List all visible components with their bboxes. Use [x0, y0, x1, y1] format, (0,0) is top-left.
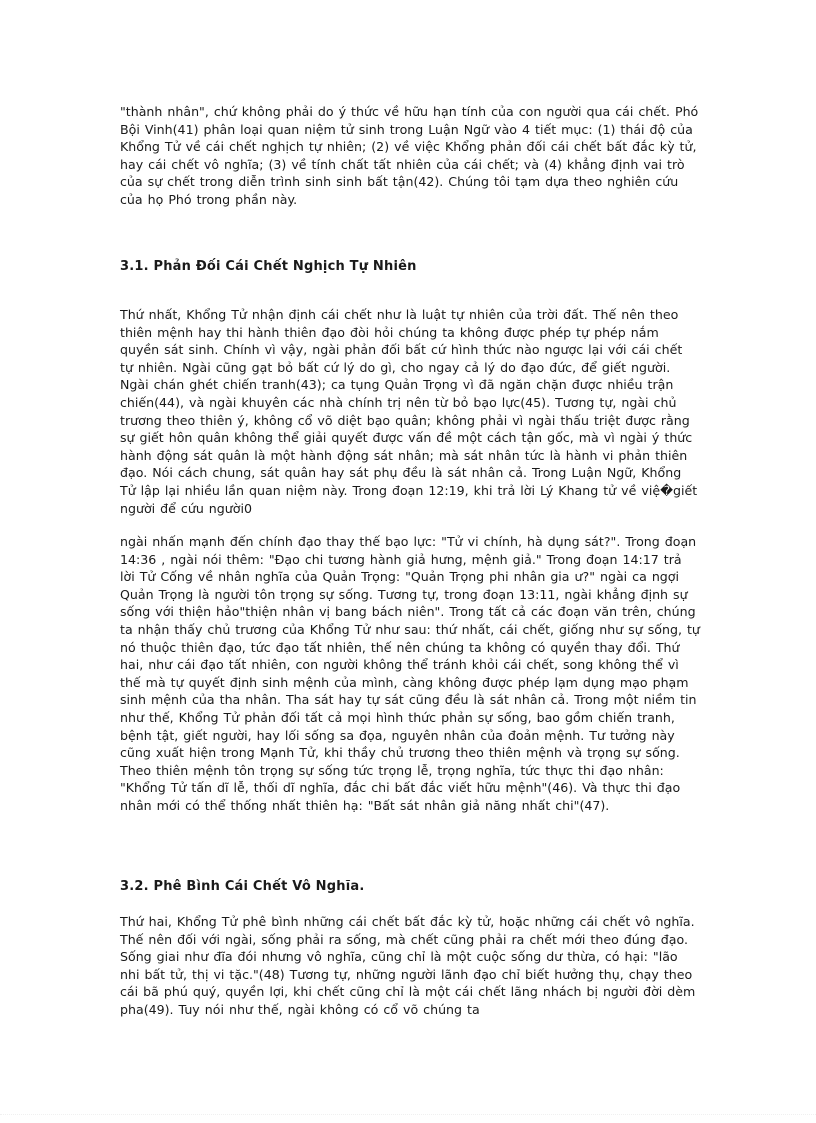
section-heading-3-1: 3.1. Phản Đối Cái Chết Nghịch Tự Nhiên [120, 259, 417, 274]
section-3-2-paragraph-1: Thứ hai, Khổng Tử phê bình những cái chết bất đắc kỳ tử, hoặc những cái chết vô nghĩa. Thế nên đối với ngài, sống phải ra sống, mà chết cũng phải ra chết mới theo đúng đạo. Sống giai như đĩa đói nhưng vô nghĩa, cũng chỉ là một cuộc sống dư thừa, có hại: "lão nhi bất tử, thị vi tặc."(48) Tương tự, những người lãnh đạo chỉ biết hưởng thụ, chạy theo cái bã phú quý, quyền lợi, khi chết cũng chỉ là một cái chết lãng nhách bị người đời dèm pha(49). Tuy nói như thế, ngài không có cổ võ chúng ta [120, 914, 696, 1017]
page-bottom-divider [0, 1114, 816, 1115]
section-3-1-paragraph-2: ngài nhấn mạnh đến chính đạo thay thế bạo lực: "Tử vi chính, hà dụng sát?". Trong đoạn 14:36 , ngài nói thêm: "Đạo chi tương hành giả hưng, mệnh giả." Trong đoạn 14:17 trả lời Tử Cống về nhân nghĩa của Quản Trọng: "Quản Trọng phi nhân gia ư?" ngài ca ngợi Quản Trọng là người tôn trọng sự sống. Tương tự, trong đoạn 13:11, ngài khẳng định sự sống với thiện hảo"thiện nhân vị bang bách niên". Trong tất cả các đoạn văn trên, chúng ta nhận thấy chủ trương của Khổng Tử như sau: thứ nhất, cái chết, giống như sự sống, tự nó thuộc thiên đạo, tức đạo tất nhiên, thế nên chúng ta không có quyền thay đổi. Thứ hai, như cái đạo tất nhiên, con người không thể tránh khỏi cái chết, song không thể vì thế mà tự quyết định sinh mệnh của mình, càng không được phép lạm dụng mạo phạm sinh mệnh của tha nhân. Tha sát hay tự sát cũng đều là sát nhân cả. Trong một niềm tin như thế, Khổng Tử phản đối tất cả mọi hình thức phản sự sống, bao gồm chiến tranh, bệnh tật, giết người, hay lối sống sa đọa, nguyên nhân của đoản mệnh. Tư tưởng này cũng xuất hiện trong Mạnh Tử, khi thầy chủ trương theo thiên mệnh và trọng sự sống. Theo thiên mệnh tôn trọng sự sống tức trọng lễ, trọng nghĩa, tức thực thi đạo nhân: "Khổng Tử tấn dĩ lễ, thối dĩ nghĩa, đắc chi bất đắc viết hữu mệnh"(46). Và thực thi đạo nhân mới có thể thống nhất thiên hạ: "Bất sát nhân giả năng nhất chi"(47). [120, 534, 700, 813]
intro-paragraph: "thành nhân", chứ không phải do ý thức về hữu hạn tính của con người qua cái chết. Phó Bội Vinh(41) phân loại quan niệm tử sinh trong Luận Ngữ vào 4 tiết mục: (1) thái độ của Khổng Tử về cái chết nghịch tự nhiên; (2) về việc Khổng phản đối cái chết bất đắc kỳ tử, hay cái chết vô nghĩa; (3) về tính chất tất nhiên của cái chết; và (4) khẳng định vai trò của sự chết trong diễn trình sinh sinh bất tận(42). Chúng tôi tạm dựa theo nghiên cứu của họ Phó trong phần này. [120, 104, 699, 207]
section-heading-3-2: 3.2. Phê Bình Cái Chết Vô Nghĩa. [120, 879, 365, 894]
section-3-1-paragraph-1: Thứ nhất, Khổng Tử nhận định cái chết như là luật tự nhiên của trời đất. Thế nên theo thiên mệnh hay thi hành thiên đạo đòi hỏi chúng ta không được phép tự phép nắm quyền sát sinh. Chính vì vậy, ngài phản đối bất cứ hình thức nào ngược lại với cái chết tự nhiên. Ngài cũng gạt bỏ bất cứ lý do gì, cho ngay cả lý do đạo đức, để giết người. Ngài chán ghét chiến tranh(43); ca tụng Quản Trọng vì đã ngăn chặn được nhiều trận chiến(44), và ngài khuyên các nhà chính trị nên từ bỏ bạo lực(45). Tương tự, ngài chủ trương theo thiên ý, không cổ võ diệt bạo quân; không phải vì ngài thấu triệt được rằng sự giết hôn quân không thể giải quyết được vấn đề một cách tận gốc, mà vì ngài ý thức hành động sát quân là một hành động sát nhân; mà sát nhân tức là hành vi phản thiên đạo. Nói cách chung, sát quân hay sát phụ đều là sát nhân cả. Trong Luận Ngữ, Khổng Tử lập lại nhiều lần quan niệm này. Trong đoạn 12:19, khi trả lời Lý Khang tử về việ�giết người để cứu người0 [120, 307, 698, 516]
